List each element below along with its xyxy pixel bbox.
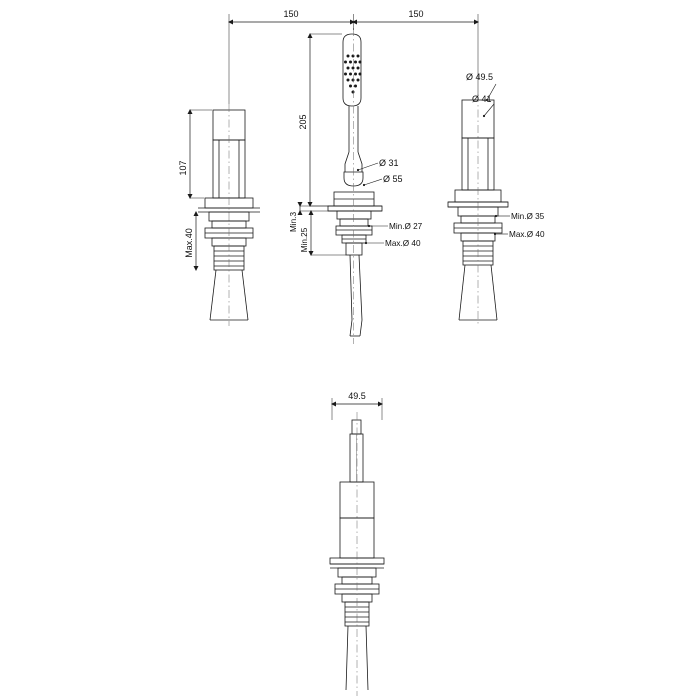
dim-label-min-dia35: Min.Ø 35	[511, 212, 545, 221]
leader-dia41	[483, 104, 494, 117]
dim-label-max-dia40-center: Max.Ø 40	[385, 239, 421, 248]
dim-label-107: 107	[178, 160, 188, 176]
dimension-205	[308, 33, 343, 207]
dim-label-dia55: Ø 55	[383, 174, 403, 184]
dimension-min25	[309, 210, 347, 256]
leader-min-dia27	[368, 225, 388, 227]
dim-label-dia495-top: Ø 49.5	[466, 72, 494, 82]
leader-min-dia35	[495, 215, 510, 217]
view-center-spout-handshower	[328, 28, 382, 344]
leader-dia55	[363, 179, 382, 186]
view-bottom-side	[330, 412, 384, 696]
dim-label-min25: Min.25	[300, 227, 309, 253]
dim-label-dia41: Ø 41	[472, 94, 492, 104]
leader-dia31	[357, 163, 378, 171]
dim-label-150-right: 150	[408, 9, 424, 19]
dim-label-dia31: Ø 31	[379, 158, 399, 168]
view-right-handle	[448, 94, 508, 326]
dim-label-max-dia40-right: Max.Ø 40	[509, 230, 545, 239]
dim-label-min-dia27: Min.Ø 27	[389, 222, 423, 231]
dim-label-min3: Min.3	[289, 211, 298, 233]
dimension-max40-left	[194, 211, 199, 271]
leader-max-dia40-center	[365, 242, 384, 244]
spray-face-holes	[344, 55, 362, 94]
dim-label-495-bottom: 49.5	[348, 391, 366, 401]
dim-label-max40-left: Max.40	[184, 228, 194, 258]
dimension-107	[188, 109, 213, 199]
view-left-handle	[198, 104, 260, 326]
dim-label-205: 205	[298, 114, 308, 130]
dimension-min3	[298, 202, 329, 215]
dim-label-150-left: 150	[283, 9, 299, 19]
